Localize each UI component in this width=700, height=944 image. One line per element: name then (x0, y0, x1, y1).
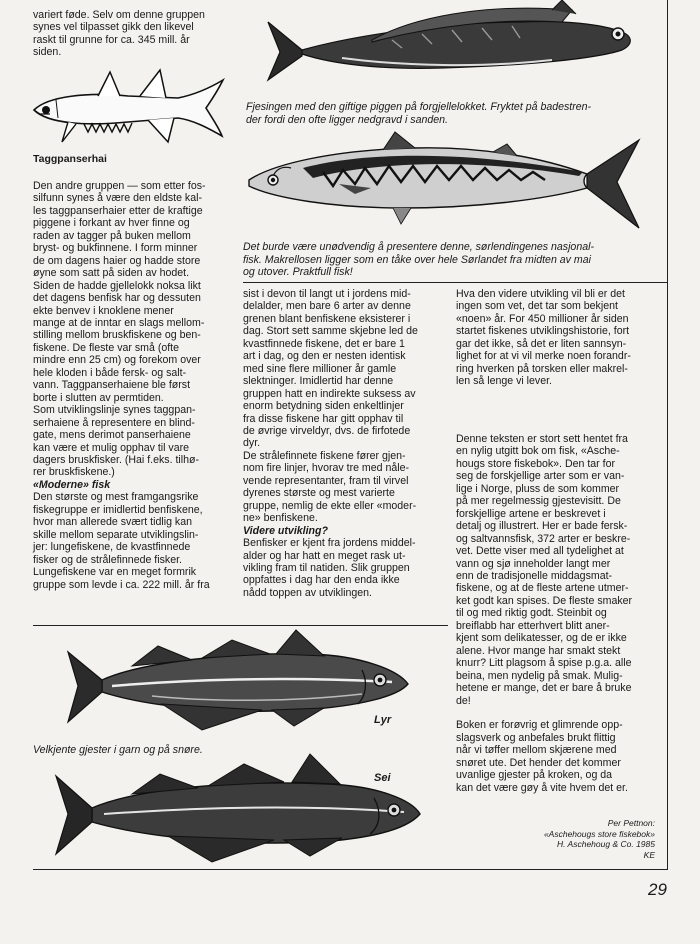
column3-bottom-text (456, 433, 632, 794)
text-line: len så lenge vi lever. (456, 375, 552, 388)
text-line: Den største og mest framgangsrike (33, 491, 199, 504)
text-line: slagsverk og anbefales brukt flittig (456, 731, 616, 744)
text-line: serhaiene å representere en blind- (33, 416, 195, 429)
text-line: Lungefiskene var en meget formrik (33, 566, 197, 579)
text-line: mindre enn 25 cm) og forekom over (33, 354, 201, 367)
text-line: delalder, men bare 6 arter av denne (243, 300, 411, 313)
text-line: når vi tøffer mellom skjærene med (456, 744, 617, 757)
text-line: skille mellom separate utviklingslin- (33, 528, 199, 541)
text-line: vann og sjø inneholder langt mer (456, 557, 611, 570)
text-line: gruppe, nemlig de ekte eller «moder- (243, 499, 417, 512)
text-line: bryst- og bukfinnene. I form minner (33, 242, 198, 255)
text-line: nom fire linjer, hvorav tre med nåle- (243, 462, 410, 475)
text-line: gate, mens derimot panserhaiene (33, 429, 191, 442)
fjesing-illustration (262, 0, 647, 95)
text-line: ket godt kan spises. De fleste smaker (456, 594, 633, 607)
text-line: hvor man allerede svært tidlig kan (33, 516, 192, 529)
text-line: til og med riktig godt. Steinbit og (456, 607, 607, 620)
text-line: ne» benfiskene. (243, 512, 318, 525)
text-line: grenen blant benfiskene eksisterer i (243, 312, 411, 325)
text-line: de øvrige virveldyr, dvs. de firfotede (243, 424, 411, 437)
credit-line: H. Aschehoug & Co. 1985 (557, 839, 655, 849)
caption-line: fisk. Makrellosen ligger som en tåke over hele Sørlandet fra midten av mai (243, 253, 591, 266)
text-line: hougs store fiskebok». Den tar for (456, 457, 615, 470)
credit-line: «Aschehougs store fiskebok» (543, 828, 655, 839)
caption-fjesing (246, 101, 591, 126)
text-line: ekte benvev i knoklene mener (33, 304, 174, 317)
text-line: lighet for at vi vil merke noen forandr- (456, 350, 631, 363)
text-line: ring hverken på torsken eller makrel- (456, 362, 628, 375)
text-line: startet fiskenes utviklingshistorie, fort (456, 325, 630, 338)
text-line: kvastfinnede fiskene, det er bare 1 (243, 337, 405, 350)
text-line: knurr? Litt plagsom å spise p.g.a. alle (456, 657, 632, 670)
text-line: raskt til grunne for ca. 345 mill. år (33, 33, 190, 46)
caption-line: Det burde være unødvendig å presentere denne, sørlendingenes nasjonal- (243, 241, 594, 253)
text-line: sist i devon til langt ut i jordens mid- (243, 288, 411, 300)
text-line: siden. (33, 46, 62, 59)
column1-main-text (33, 180, 210, 591)
horizontal-rule (243, 282, 667, 283)
text-line: enn de tradisjonelle middagsmat- (456, 569, 613, 582)
credit-line: Per Pettnon: (607, 818, 655, 828)
text-line: Som utviklingslinje synes taggpan- (33, 404, 196, 417)
text-line: nådd toppen av utviklingen. (243, 586, 372, 599)
text-line: mange at de inntar en slags mellom- (33, 316, 205, 329)
text-line: gruppe som levde i ca. 222 mill. år fra (33, 578, 210, 591)
text-line: en nylig utgitt bok om fisk, «Asche- (456, 445, 620, 458)
caption-line: og utover. Praktfull fisk! (243, 266, 353, 279)
text-line (456, 707, 632, 719)
text-line: snøret ute. Det hender det kommer (456, 756, 621, 769)
text-line: Hva den videre utvikling vil bli er det (456, 288, 625, 300)
column2-text (243, 288, 418, 599)
vertical-rule (667, 0, 668, 870)
text-line: Siden de hadde gjellelokk noksa likt (33, 279, 201, 292)
text-line: de om dagens haier og hadde store (33, 254, 201, 267)
text-line: kan være et mulig opphav til vare (33, 441, 190, 454)
text-line: dyr. (243, 437, 261, 450)
text-line: De strålefinnete fiskene fører gjen- (243, 449, 406, 462)
text-line: fiskene. De fleste var små (ofte (33, 341, 180, 354)
taggpanserhai-label: Taggpanserhai (33, 153, 107, 165)
text-line: vann. Taggpanserhaiene ble først (33, 379, 191, 392)
caption-line: der fordi den ofte ligger nedgravd i sanden. (246, 113, 449, 126)
text-line: kjent som delikatesser, og de er ikke (456, 632, 627, 645)
text-line: gruppen hatt en indirekte suksess av (243, 387, 416, 400)
text-line: Denne teksten er stort sett hentet fra (456, 433, 628, 445)
text-line: rer bruskfiskene.) (33, 466, 115, 479)
credit-line: KE (643, 849, 655, 860)
text-line: hetene er mange, det er bare å bruke (456, 682, 632, 695)
text-line: de! (456, 694, 471, 707)
text-line: alene. Hvor mange har smakt stekt (456, 644, 621, 657)
text-line: beina, men nydelig på smak. Mulig- (456, 669, 623, 682)
text-line: gar det ikke, så det er liten sannsyn- (456, 337, 627, 350)
sei-label: Sei (374, 772, 391, 784)
text-line: «noen» år. For 450 millioner år siden (456, 312, 629, 325)
section-heading-videre: Videre utvikling? (243, 524, 328, 537)
text-line: på mer regelmessig gjestevisitt. De (456, 495, 621, 508)
page-number: 29 (648, 880, 667, 899)
text-line: slektninger. Imidlertid har denne (243, 375, 394, 388)
column3-top-text (456, 288, 631, 388)
text-line: hele kloden i både fersk- og salt- (33, 366, 187, 379)
text-line: piggene i forkant av hver finne og (33, 217, 190, 230)
text-line: variert føde. Selv om denne gruppen (33, 9, 205, 21)
lyr-illustration (62, 626, 412, 742)
text-line: forskjellige artene er beskrevet i (456, 507, 606, 520)
lyr-label: Lyr (374, 714, 392, 726)
text-line: Boken er forøvrig et glimrende opp- (456, 719, 623, 732)
text-line: Den andre gruppen — som etter fos- (33, 180, 206, 192)
text-line: vende representanter, fram til virvel (243, 474, 409, 487)
text-line: stilling mellom bruskfiskene og ben- (33, 329, 201, 342)
text-line: fisker og de strålefinnede fisker. (33, 553, 182, 566)
sei-illustration (48, 752, 423, 870)
makrell-illustration (243, 128, 643, 240)
section-heading-moderne: «Moderne» fisk (33, 478, 111, 491)
text-line: enorm betydning siden enkeltlinjer (243, 400, 404, 413)
text-line: synes vel tilpasset gikk den likevel (33, 21, 194, 34)
text-line: fra disse fiskene har gitt opphav til (243, 412, 404, 425)
text-line: ingen som vet, det tar som bekjent (456, 300, 618, 313)
column1-top-text (33, 9, 205, 59)
text-line: seg de forskjellige arter som er van- (456, 470, 625, 483)
text-line: kan det være gøy å vite hvem det er. (456, 781, 628, 794)
text-line: og saltvannsfisk, 372 arter er beskre- (456, 532, 631, 545)
text-line: alder og har hatt en meget rask ut- (243, 549, 406, 562)
caption-line: Fjesingen med den giftige piggen på forgjellelokket. Fryktet på badestren- (246, 101, 592, 113)
text-line: borte i slutten av permtiden. (33, 391, 164, 404)
text-line: dagers bruskfisker. (Hai f.eks. tilhø- (33, 453, 200, 466)
text-line: med sine flere millioner år gamle (243, 362, 397, 375)
source-credit (544, 818, 655, 860)
text-line: les taggpanserhaier etter de kraftige (33, 204, 203, 217)
caption-makrell (243, 241, 594, 279)
text-line: fiskene, og at de fleste artene utmer- (456, 582, 629, 595)
text-line: dag. Stort sett samme skjebne led de (243, 325, 418, 338)
text-line: det dagens benfisk har og dessuten (33, 292, 201, 305)
text-line: lige i Norge, pluss de som kommer (456, 482, 620, 495)
text-line: jer: lungefiskene, de kvastfinnede (33, 541, 191, 554)
text-line: vikling fram til natiden. Slik gruppen (243, 561, 410, 574)
caption-line: Velkjente gjester i garn og på snøre. (33, 744, 203, 756)
text-line: fiskegruppe er imidlertid benfiskene, (33, 503, 203, 516)
text-line: uvanlige gjester på kroken, og da (456, 769, 613, 782)
taggpanserhai-illustration (28, 66, 228, 150)
text-line: oppfattes i dag har den enda ikke (243, 574, 400, 587)
text-line: Benfisker er kjent fra jordens middel- (243, 537, 416, 550)
text-line: øyne som satt på siden av hodet. (33, 267, 190, 280)
text-line: raden av tagger på buken mellom (33, 229, 191, 242)
text-line: dyrenes største og mest varierte (243, 487, 395, 500)
text-line: breiflabb har etterhvert blitt aner- (456, 619, 610, 632)
text-line: silfunn synes å være den eldste kal- (33, 192, 202, 205)
text-line: art i dag, og den er nesten identisk (243, 350, 406, 363)
text-line: vet. Dette viser med all tydelighet at (456, 545, 624, 558)
text-line: detalj og illustrert. Her er bade fersk- (456, 520, 628, 533)
